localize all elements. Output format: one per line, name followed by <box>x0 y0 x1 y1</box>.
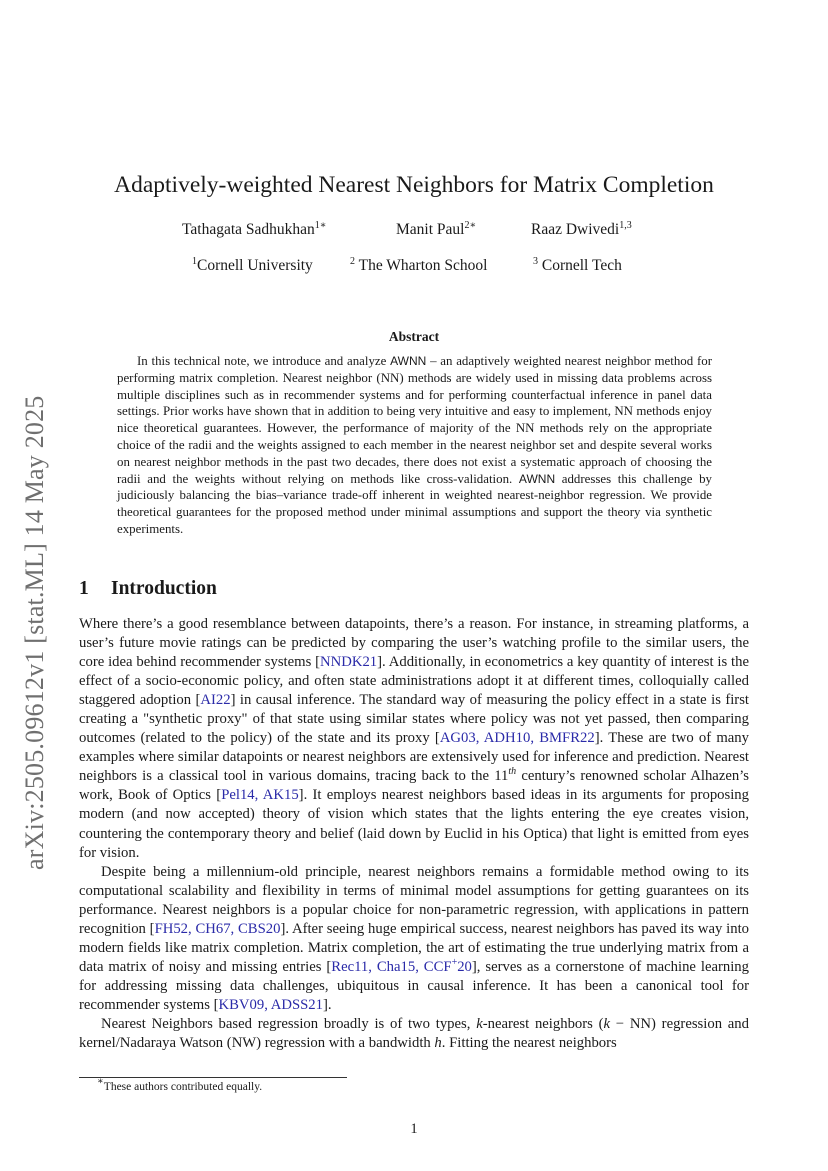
text-segment: Nearest Neighbors based regression broadly is of two types, <box>101 1015 477 1032</box>
affiliation-superscript: 2 <box>350 256 355 267</box>
author-1 <box>182 221 327 239</box>
section-heading <box>79 578 217 600</box>
text-segment: -nearest neighbors ( <box>482 1015 604 1032</box>
footnote-text: These authors contributed equally. <box>103 1081 263 1093</box>
citation-superscript: + <box>451 956 458 968</box>
author-superscript: 2∗ <box>464 220 477 231</box>
affiliation-2 <box>350 257 487 275</box>
citation-text: 20 <box>457 958 472 975</box>
citation-link[interactable]: KBV09, ADSS21 <box>218 996 323 1013</box>
footnote-mark: ∗ <box>97 1076 104 1087</box>
text-segment: ] in causal inference. The standard way of measuring the policy effect in a state is first creating a "synthetic proxy" of that state using similar states where policy was not yet passed, then comparing outcomes (related to the policy) of the state and its proxy [ <box>79 692 749 747</box>
affiliation-superscript: 1 <box>192 256 197 267</box>
method-name: AWNN <box>518 471 556 486</box>
author-superscript: 1,3 <box>619 220 632 231</box>
text-segment: century’s renowned scholar Alhazen’s work, Book of Optics [ <box>79 768 749 804</box>
citation-link[interactable]: FH52, CH67, CBS20 <box>154 920 281 937</box>
text-segment: Where there’s a good resemblance between datapoints, there’s a reason. For instance, in streaming platforms, a user’s future movie ratings can be predicted by comparing the user’s watching profile to the similar users, the core idea behind recommender systems [ <box>79 616 749 671</box>
abstract-segment: – an adaptively weighted nearest neighbor method for performing matrix completion. Nearest neighbor (NN) methods are widely used in missing data problems across multiple disciplines such as in recommender systems and for performing counterfactual inference in panel data settings. Prior works have shown that in addition to being very intuitive and easy to implement, NN methods enjoy nice theoretical guarantees. However, the performance of majority of the NN methods rely on the appropriate choice of the radii and the weights assigned to each member in the nearest neighbor set and despite several works on nearest neighbor methods in the past two decades, there does not exist a systematic approach of choosing the radii and the weights without relying on methods like cross-validation. <box>117 354 712 486</box>
math-variable: k <box>476 1015 483 1032</box>
abstract-segment: addresses this challenge by judiciously balancing the bias–variance trade-off inherent in weighted nearest-neighbor regression. We provide theoretical guarantees for the proposed method under minimal assumptions and support the theory via synthetic experiments. <box>117 471 712 536</box>
text-segment: ], serves as a cornerstone of machine learning for addressing missing data challenges, ubiquitous in causal inference. It has been a canonical tool for recommender systems [ <box>79 958 749 1013</box>
author-superscript: 1∗ <box>314 220 327 231</box>
body-text <box>79 615 749 1053</box>
paper-title: Adaptively-weighted Nearest Neighbors for Matrix Completion <box>114 172 714 198</box>
arxiv-identifier-stamp: arXiv:2505.09612v1 [stat.ML] 14 May 2025 <box>20 395 49 870</box>
text-segment: − NN) regression and kernel/Nadaraya Watson (NW) regression with a bandwidth <box>79 1015 749 1052</box>
citation-link[interactable] <box>331 956 472 975</box>
page-number: 1 <box>410 1121 418 1137</box>
affiliation-name: Cornell Tech <box>541 257 622 274</box>
section-number: 1 <box>79 578 89 599</box>
author-name: Tathagata Sadhukhan <box>182 221 315 238</box>
citation-link[interactable]: NNDK21 <box>320 654 378 671</box>
math-variable: k <box>603 1015 611 1032</box>
affiliation-name: The Wharton School <box>358 257 488 274</box>
citation-text: Rec11, Cha15, CCF <box>331 958 452 975</box>
paragraph-3 <box>79 1015 749 1053</box>
author-name: Raaz Dwivedi <box>531 221 620 238</box>
method-name: AWNN <box>390 354 427 368</box>
author-name: Manit Paul <box>396 221 465 238</box>
affiliation-name: Cornell University <box>197 257 313 274</box>
author-3 <box>531 221 632 239</box>
text-segment: ]. Additionally, in econometrics a key quantity of interest is the effect of a socio-economic policy, and often state administrations adopt it at different times, colloquially called staggered adoption [ <box>79 654 749 709</box>
citation-link[interactable]: AI22 <box>200 692 231 709</box>
abstract-segment: In this technical note, we introduce and analyze <box>137 354 391 368</box>
math-variable: h <box>434 1035 442 1052</box>
affiliation-1 <box>192 257 313 275</box>
footnote <box>97 1076 263 1093</box>
text-segment: ]. After seeing huge empirical success, nearest neighbors has paved its way into modern fields like matrix completion. Matrix completion, the art of estimating the true underlying matrix from a data matrix of noisy and missing entries [ <box>79 920 750 975</box>
citation-link[interactable]: AG03, ADH10, BMFR22 <box>439 730 595 747</box>
text-segment: ]. These are two of many examples where similar datapoints or nearest neighbors are extensively used for inference and prediction. Nearest neighbors is a classical tool in various domains, tracing back to the 11 <box>79 730 749 785</box>
section-title: Introduction <box>111 578 217 599</box>
citation-link[interactable]: Pel14, AK15 <box>221 787 299 804</box>
text-segment: . Fitting the nearest neighbors <box>441 1035 617 1052</box>
affiliation-3 <box>533 257 622 275</box>
abstract-heading: Abstract <box>388 329 440 344</box>
affiliation-superscript: 3 <box>533 256 538 267</box>
text-segment: Despite being a millennium-old principle, nearest neighbors remains a formidable method owing to its computational scalability and flexibility in terms of minimal model assumptions for getting guarantees on its performance. Nearest neighbors is a popular choice for non-parametric regression, with applications in pattern recognition [ <box>79 863 749 937</box>
paragraph-2 <box>79 863 749 1015</box>
author-2 <box>396 221 476 239</box>
abstract-text <box>117 353 712 538</box>
ordinal-superscript: th <box>508 766 517 778</box>
text-segment: ]. <box>322 996 332 1013</box>
paragraph-1 <box>79 615 749 863</box>
text-segment: ]. It employs nearest neighbors based ideas in its arguments for proposing modern (and now accepted) theory of vision which states that the lights entering the eye creates vision, countering the contemporary theory and belief (laid down by Euclid in his Optica) that light is emitted from eyes for vision. <box>79 787 749 861</box>
footnote-rule <box>79 1077 347 1078</box>
